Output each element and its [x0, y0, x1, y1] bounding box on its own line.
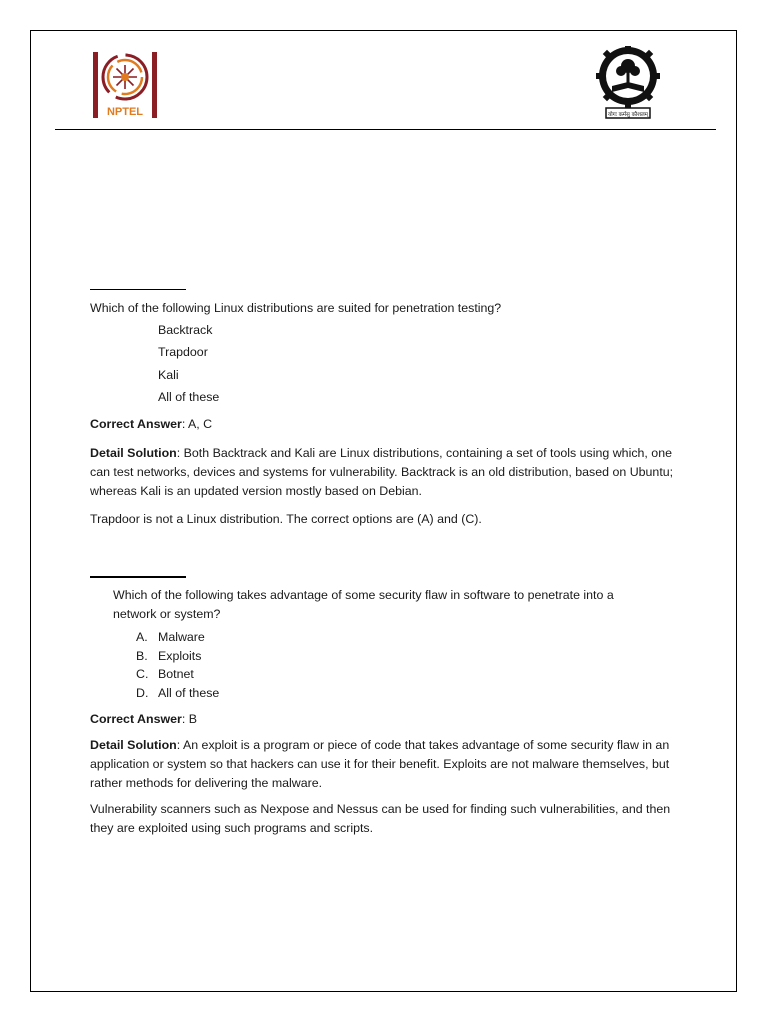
question-2-rule [90, 576, 186, 578]
header-divider [55, 129, 716, 130]
answer-label: Correct Answer [90, 712, 182, 726]
question-2-solution [90, 736, 680, 793]
answer-value: : A, C [181, 417, 213, 431]
iit-kharagpur-emblem [596, 46, 660, 122]
option-letter: D. [136, 686, 149, 701]
solution-label: Detail Solution [90, 738, 177, 752]
question-2-extra-note: Vulnerability scanners such as Nexpose and Nessus can be used for finding such vulnerabilities, and then they are exploited using such programs and scripts. [90, 802, 671, 835]
question-2-answer [90, 710, 197, 729]
answer-label: Correct Answer [90, 417, 182, 431]
question-1-extra-note: Trapdoor is not a Linux distribution. The correct options are (A) and (C). [90, 512, 482, 526]
option-item [136, 665, 219, 684]
option-letter: A. [136, 630, 148, 644]
solution-text: : Both Backtrack and Kali are Linux distributions, containing a set of tools using which, one can test networks, devices and systems for vulnerability. Backtrack is an old distribution, based on Ubuntu; whereas Kali is an updated version mostly based on Debian. [90, 446, 674, 498]
question-1-text: Which of the following Linux distributions are suited for penetration testing? [90, 301, 502, 315]
question-1-solution [90, 444, 680, 501]
option-item [136, 628, 219, 647]
question-1-answer [90, 415, 212, 434]
option-item [158, 366, 219, 388]
nptel-logo-text: NPTEL [106, 106, 144, 118]
option-item [158, 321, 219, 343]
option-item [136, 647, 219, 666]
option-text: Malware [158, 630, 205, 644]
option-letter: B. [136, 648, 148, 663]
option-text: Kali [158, 367, 179, 382]
nptel-logo [91, 50, 159, 120]
option-text: All of these [158, 686, 220, 701]
iit-emblem-motto: योगः कर्मसु कौशलम् [608, 112, 648, 118]
option-item [158, 388, 219, 410]
solution-text: : An exploit is a program or piece of code that takes advantage of some security flaw in an application or system so that hackers can use it for their benefit. Exploits are not malware themselves, but rather methods for delivering the malware. [90, 738, 670, 790]
option-letter: C. [136, 667, 149, 682]
solution-label: Detail Solution [90, 446, 177, 460]
answer-value: : B [181, 712, 197, 726]
option-text: All of these [158, 390, 220, 405]
option-text: Exploits [158, 648, 202, 663]
question-2-options [136, 628, 219, 703]
question-1-options [158, 321, 219, 411]
option-text: Backtrack [158, 323, 213, 337]
question-1-rule [90, 289, 186, 290]
option-item [136, 684, 219, 703]
option-text: Trapdoor [158, 345, 208, 360]
question-2-text: Which of the following takes advantage of some security flaw in software to penetrate into a network or system? [113, 588, 614, 621]
option-item [158, 343, 219, 365]
option-text: Botnet [158, 667, 194, 682]
